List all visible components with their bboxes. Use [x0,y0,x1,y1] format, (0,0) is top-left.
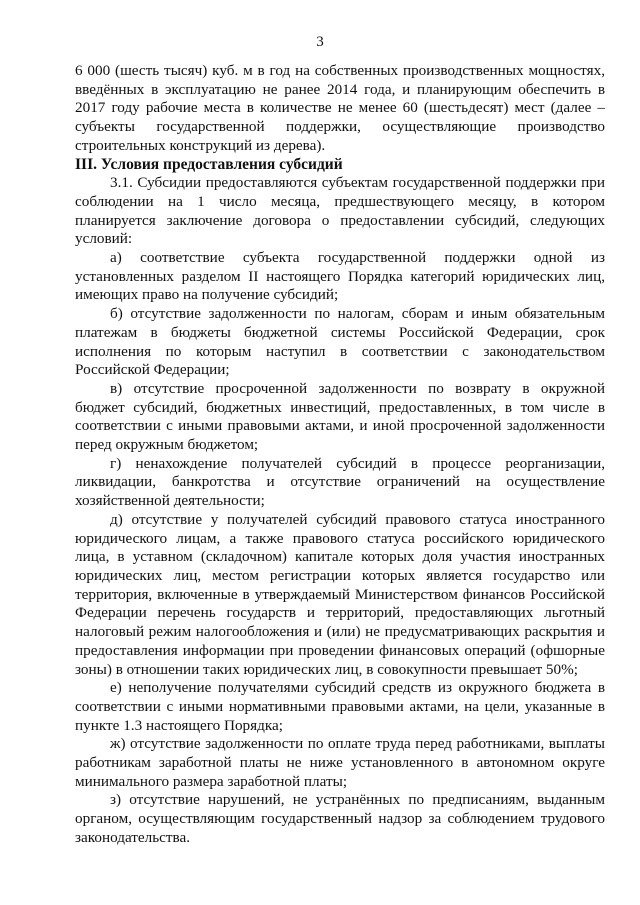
document-body [75,62,605,848]
section-title: III. Условия предоставления субсидий [75,155,343,173]
condition-e: е) неполучение получателями субсидий средств из окружного бюджета в соответствии с иными нормативными правовыми актами, на цели, указанные в пункте 1.3 настоящего Порядка; [75,679,605,734]
condition-b: б) отсутствие задолженности по налогам, сборам и иным обязательным платежам в бюджеты бюджетной системы Российской Федерации, срок исполнения по которым наступил в соответствии с законодательством Российской Федерации; [75,305,605,379]
intro-paragraph: 6 000 (шесть тысяч) куб. м в год на собственных производственных мощностях, введённых в эксплуатацию не ранее 2014 года, и планирующим обеспечить в 2017 году рабочие места в количестве не менее 60 (шестьдесят) мест (далее – субъекты государственной поддержки, осуществляющие производство строительных конструкций из дерева). [75,62,605,154]
paragraph-3-1: 3.1. Субсидии предоставляются субъектам государственной поддержки при соблюдении на 1 число месяца, предшествующего месяцу, в котором планируется заключение договора о предоставлении субсидий, следующих условий: [75,174,605,248]
condition-d: д) отсутствие у получателей субсидий правового статуса иностранного юридического лицам, а также правового статуса российского юридического лица, в уставном (складочном) капитале которых доля участия иностранных юридических лиц, местом регистрации которых является государство или территория, включенные в утверждаемый Министерством финансов Российской Федерации перечень государств и территорий, предоставляющих льготный налоговый режим налогообложения и (или) не предусматривающих раскрытия и предоставления информации при проведении финансовых операций (офшорные зоны) в отношении таких юридических лиц, в совокупности превышает 50%; [75,510,605,678]
condition-zh: ж) отсутствие задолженности по оплате труда перед работниками, выплаты работникам заработной платы не ниже установленного в автономном округе минимального размера заработной платы; [75,735,605,790]
condition-z: з) отсутствие нарушений, не устранённых по предписаниям, выданным органом, осуществляющим государственный надзор за соблюдением трудового законодательства. [75,791,605,846]
condition-v: в) отсутствие просроченной задолженности по возврату в окружной бюджет субсидий, бюджетных инвестиций, предоставленных, в том числе в соответствии с иными правовыми актами, и иной просроченной задолженности перед окружным бюджетом; [75,379,605,454]
condition-g: г) ненахождение получателей субсидий в процессе реорганизации, ликвидации, банкротства и отсутствие ограничений на осуществление хозяйственной деятельности; [75,454,605,510]
page-number: 3 [316,34,324,50]
condition-a: а) соответствие субъекта государственной поддержки одной из установленных разделом II настоящего Порядка категорий юридических лиц, имеющих право на получение субсидий; [75,249,605,304]
